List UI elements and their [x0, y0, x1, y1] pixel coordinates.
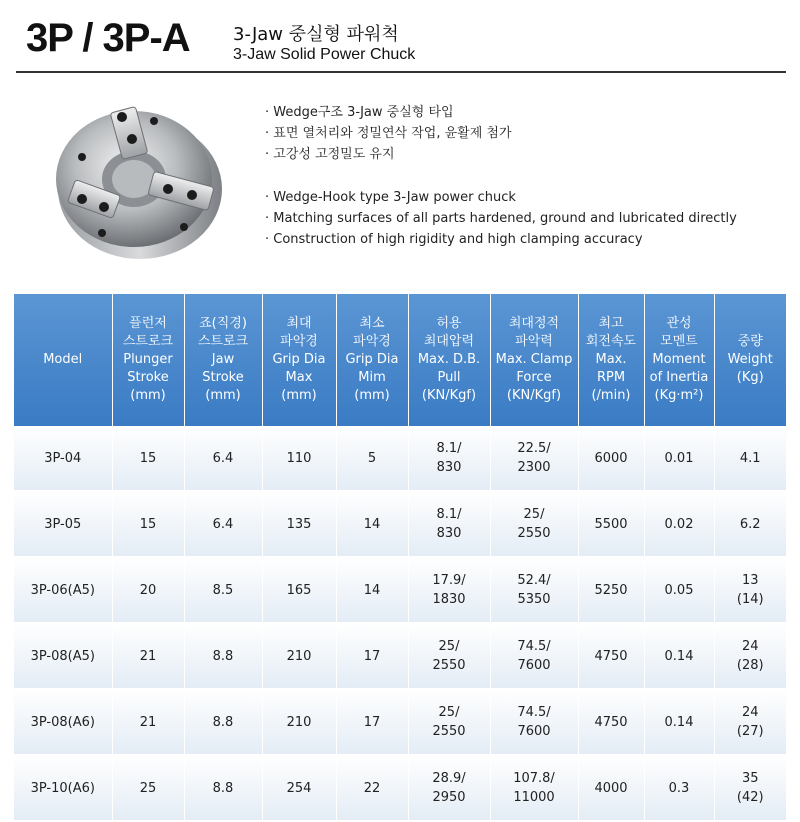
cell-line-1: 21 [139, 714, 157, 730]
table-cell [644, 623, 714, 689]
cell-line-1: 8.1/ [436, 507, 462, 522]
table-cell [336, 557, 408, 623]
header-en-line-1: Max. D.B. [417, 352, 481, 367]
table-cell [336, 755, 408, 821]
cell-line-1: 25/ [523, 507, 545, 522]
feature-list [265, 102, 785, 250]
feature-en-2: · Matching surfaces of all parts hardened, ground and lubricated directly [265, 211, 737, 226]
cell-line-2: 2550 [432, 658, 466, 673]
header-en-line-3: (mm) [130, 388, 166, 403]
subtitle-korean: 3-Jaw 중실형 파워척 [233, 24, 399, 45]
header-en-line-2: RPM [596, 370, 626, 385]
cell-line-1: 17 [363, 648, 381, 664]
cell-line-2: (28) [736, 658, 764, 673]
table-cell [184, 557, 262, 623]
table-cell [112, 623, 184, 689]
table-cell [262, 557, 336, 623]
header-en-line-2: (Kg) [736, 370, 764, 385]
cell-line-1: 14 [363, 582, 381, 598]
table-cell [714, 689, 786, 755]
page-header [0, 0, 800, 80]
table-cell [262, 755, 336, 821]
cell-line-1: 3P-04 [44, 450, 82, 466]
column-header [14, 294, 112, 426]
header-ko-line-1: 최고 [598, 316, 624, 331]
table-cell [112, 426, 184, 491]
cell-line-1: 74.5/ [517, 705, 551, 720]
table-cell [644, 689, 714, 755]
header-ko-line-1: 허용 [436, 316, 462, 331]
table-cell [578, 426, 644, 491]
header-en-line-3: (Kg·m²) [654, 388, 704, 403]
header-en-line-1: Grip Dia [272, 352, 326, 367]
subtitle-english: 3-Jaw Solid Power Chuck [233, 46, 416, 63]
cell-line-1: 22 [363, 780, 381, 796]
table-cell [14, 426, 112, 491]
cell-line-1: 52.4/ [517, 573, 551, 588]
cell-line-1: 0.01 [664, 450, 694, 466]
table-cell [336, 689, 408, 755]
header-en-line-3: (/min) [591, 388, 631, 403]
cell-line-2: 7600 [517, 724, 551, 739]
cell-line-1: 3P-06(A5) [30, 582, 95, 598]
header-ko-line-2: 스트로크 [122, 334, 174, 349]
table-row [14, 689, 786, 755]
table-cell [14, 755, 112, 821]
cell-line-1: 4000 [594, 780, 628, 796]
table-cell [184, 689, 262, 755]
header-en-line-3: (mm) [205, 388, 241, 403]
cell-line-1: 5250 [594, 582, 628, 598]
table-cell [184, 623, 262, 689]
cell-line-1: 35 [741, 771, 759, 786]
header-en-line-3: (mm) [354, 388, 390, 403]
table-cell [578, 689, 644, 755]
cell-line-1: 110 [286, 450, 312, 466]
cell-line-1: 6.4 [212, 450, 234, 466]
table-cell [336, 491, 408, 557]
table-body [14, 426, 786, 821]
table-cell [714, 557, 786, 623]
feature-en-3: · Construction of high rigidity and high clamping accuracy [265, 232, 643, 247]
table-cell [490, 557, 578, 623]
header-en-line-1: Moment [652, 352, 706, 367]
table-cell [408, 491, 490, 557]
cell-line-2: 2550 [432, 724, 466, 739]
cell-line-1: 25/ [438, 639, 460, 654]
header-en-line-3: (KN/Kgf) [421, 388, 477, 403]
cell-line-1: 8.1/ [436, 441, 462, 456]
table-cell [14, 689, 112, 755]
header-en-line-2: Force [516, 370, 552, 385]
cell-line-2: 1830 [432, 592, 466, 607]
table-cell [408, 426, 490, 491]
column-header [262, 294, 336, 426]
cell-line-1: 4750 [594, 714, 628, 730]
header-ko-line-1: 플런저 [129, 316, 167, 331]
table-cell [184, 426, 262, 491]
header-ko-line-1: 중량 [737, 334, 763, 349]
table-cell [336, 623, 408, 689]
header-ko-line-1: 최대정적 [508, 316, 560, 331]
table-cell [490, 755, 578, 821]
header-ko-line-1: 관성 [666, 316, 692, 331]
table-cell [578, 557, 644, 623]
column-header [336, 294, 408, 426]
cell-line-1: 14 [363, 516, 381, 532]
header-divider [16, 71, 786, 73]
table-row [14, 755, 786, 821]
header-ko-line-1: 최대 [286, 316, 312, 331]
table-row [14, 426, 786, 491]
cell-line-2: (42) [736, 790, 764, 805]
cell-line-1: 13 [741, 573, 759, 588]
cell-line-1: 3P-05 [44, 516, 82, 532]
header-en-line-3: (KN/Kgf) [506, 388, 562, 403]
header-ko-line-1: 최소 [359, 316, 385, 331]
cell-line-1: 254 [286, 780, 312, 796]
table-cell [714, 426, 786, 491]
cell-line-1: 74.5/ [517, 639, 551, 654]
cell-line-2: (27) [736, 724, 764, 739]
cell-line-2: 830 [436, 460, 462, 475]
cell-line-1: 0.14 [664, 648, 694, 664]
table-cell [714, 755, 786, 821]
table-cell [644, 491, 714, 557]
header-en-line-2: Pull [437, 370, 461, 385]
table-row [14, 557, 786, 623]
cell-line-2: 830 [436, 526, 462, 541]
cell-line-1: 107.8/ [513, 771, 555, 786]
cell-line-1: 3P-08(A6) [30, 714, 95, 730]
cell-line-1: 3P-10(A6) [30, 780, 95, 796]
table-cell [644, 755, 714, 821]
table-cell [578, 623, 644, 689]
column-header [408, 294, 490, 426]
table-cell [262, 689, 336, 755]
cell-line-2: 5350 [517, 592, 551, 607]
cell-line-1: 4.1 [739, 450, 761, 466]
header-en-line-2: Max [285, 370, 313, 385]
table-cell [408, 755, 490, 821]
cell-line-1: 0.14 [664, 714, 694, 730]
cell-line-1: 5 [367, 450, 377, 466]
power-chuck-image [42, 95, 242, 265]
header-en-line-1: Jaw [211, 352, 235, 367]
table-cell [14, 491, 112, 557]
spec-table [14, 294, 786, 822]
feature-ko-3: · 고강성 고정밀도 유지 [265, 147, 395, 162]
header-en-line-1: Max. Clamp [495, 352, 573, 367]
table-header-row [14, 294, 786, 426]
header-en-line-1: Grip Dia [345, 352, 399, 367]
column-header [714, 294, 786, 426]
cell-line-1: 15 [139, 516, 157, 532]
cell-line-1: 21 [139, 648, 157, 664]
feature-en-1: · Wedge-Hook type 3-Jaw power chuck [265, 190, 516, 205]
header-ko-line-2: 스트로크 [197, 334, 249, 349]
header-ko-line-2: 최대압력 [423, 334, 475, 349]
table-cell [262, 426, 336, 491]
feature-ko-1: · Wedge구조 3-Jaw 중실형 타입 [265, 105, 454, 120]
header-en-line-1: Max. [595, 352, 627, 367]
table-cell [490, 623, 578, 689]
table-row [14, 623, 786, 689]
header-ko-line-2: 회전속도 [585, 334, 637, 349]
cell-line-1: 135 [286, 516, 312, 532]
column-header [184, 294, 262, 426]
column-header [578, 294, 644, 426]
table-cell [14, 623, 112, 689]
cell-line-1: 8.5 [212, 582, 234, 598]
table-cell [490, 689, 578, 755]
table-cell [408, 689, 490, 755]
cell-line-1: 5500 [594, 516, 628, 532]
header-ko-line-1: 죠(직경) [199, 316, 247, 331]
cell-line-1: 8.8 [212, 648, 234, 664]
table-cell [184, 491, 262, 557]
cell-line-2: 2950 [432, 790, 466, 805]
header-en-line-1: Weight [727, 352, 773, 367]
header-ko-line-2: 모멘트 [660, 334, 698, 349]
cell-line-1: 0.02 [664, 516, 694, 532]
table-cell [578, 755, 644, 821]
column-header [644, 294, 714, 426]
cell-line-1: 22.5/ [517, 441, 551, 456]
cell-line-2: 11000 [513, 790, 555, 805]
cell-line-1: 6000 [594, 450, 628, 466]
cell-line-2: 2550 [517, 526, 551, 541]
cell-line-2: 7600 [517, 658, 551, 673]
header-ko-line-2: 파악경 [353, 334, 391, 349]
cell-line-1: 8.8 [212, 780, 234, 796]
cell-line-1: 28.9/ [432, 771, 466, 786]
table-cell [490, 491, 578, 557]
cell-line-1: 4750 [594, 648, 628, 664]
table-cell [262, 623, 336, 689]
cell-line-1: 6.2 [739, 516, 761, 532]
table-cell [14, 557, 112, 623]
cell-line-1: 17.9/ [432, 573, 466, 588]
table-cell [112, 491, 184, 557]
table-cell [644, 426, 714, 491]
table-cell [714, 491, 786, 557]
table-cell [408, 623, 490, 689]
table-cell [644, 557, 714, 623]
header-en-line-1: Plunger [123, 352, 173, 367]
cell-line-1: 15 [139, 450, 157, 466]
column-header [490, 294, 578, 426]
cell-line-1: 6.4 [212, 516, 234, 532]
cell-line-2: 2300 [517, 460, 551, 475]
header-en-line-2: Stroke [202, 370, 244, 385]
table-cell [490, 426, 578, 491]
table-cell [336, 426, 408, 491]
cell-line-1: 8.8 [212, 714, 234, 730]
table-cell [112, 557, 184, 623]
cell-line-1: 25 [139, 780, 157, 796]
header-en-line-2: of Inertia [649, 370, 709, 385]
column-header [112, 294, 184, 426]
header-ko-line-2: 파악경 [280, 334, 318, 349]
header-en-line-1: Model [43, 352, 83, 367]
header-en-line-3: (mm) [281, 388, 317, 403]
table-cell [112, 689, 184, 755]
cell-line-1: 0.05 [664, 582, 694, 598]
cell-line-1: 0.3 [668, 780, 690, 796]
header-ko-line-2: 파악력 [515, 334, 553, 349]
header-en-line-2: Stroke [127, 370, 169, 385]
cell-line-1: 165 [286, 582, 312, 598]
cell-line-1: 24 [741, 639, 759, 654]
table-row [14, 491, 786, 557]
cell-line-1: 210 [286, 648, 312, 664]
cell-line-1: 24 [741, 705, 759, 720]
table-cell [714, 623, 786, 689]
cell-line-2: (14) [736, 592, 764, 607]
feature-ko-2: · 표면 열처리와 정밀연삭 작업, 윤활제 첨가 [265, 126, 512, 141]
table-cell [184, 755, 262, 821]
table-cell [262, 491, 336, 557]
cell-line-1: 210 [286, 714, 312, 730]
table-cell [112, 755, 184, 821]
header-en-line-2: Mim [358, 370, 386, 385]
table-cell [408, 557, 490, 623]
cell-line-1: 3P-08(A5) [30, 648, 95, 664]
cell-line-1: 25/ [438, 705, 460, 720]
cell-line-1: 20 [139, 582, 157, 598]
table-cell [578, 491, 644, 557]
cell-line-1: 17 [363, 714, 381, 730]
model-title: 3P / 3P-A [26, 16, 190, 60]
